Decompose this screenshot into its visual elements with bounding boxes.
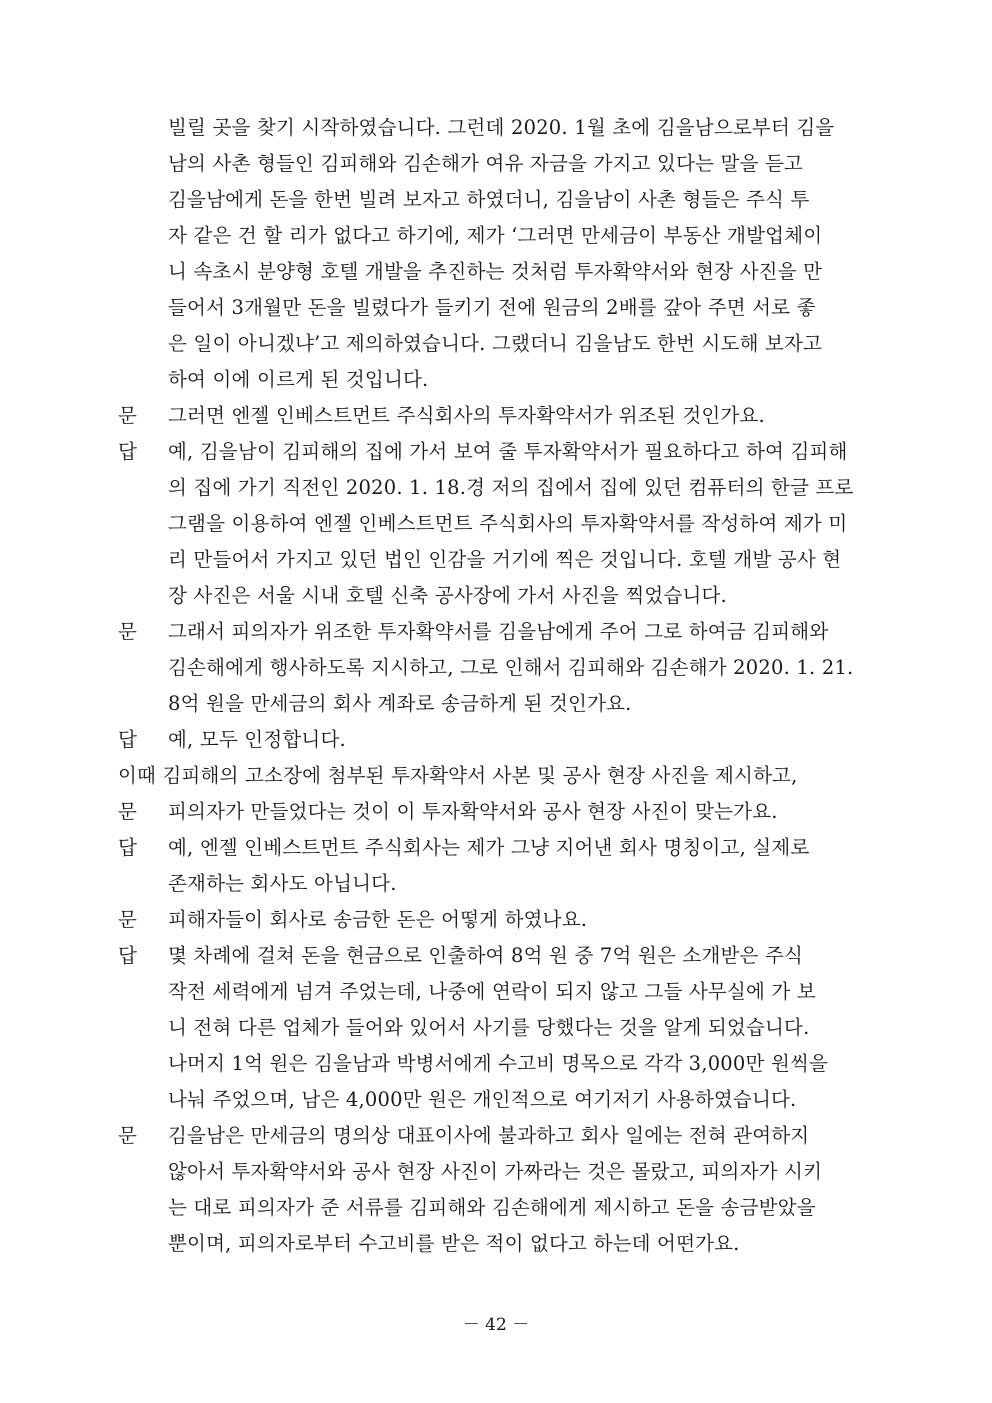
text-line: 작전 세력에게 넘겨 주었는데, 나중에 연락이 되지 않고 그들 사무실에 가 보 bbox=[168, 980, 816, 1003]
text-line: 존재하는 회사도 아닙니다. bbox=[168, 872, 397, 895]
text-line: 니 전혀 다른 업체가 들어와 있어서 사기를 당했다는 것을 알게 되었습니다. bbox=[168, 1016, 810, 1039]
text-line: 예, 김을남이 김피해의 집에 가서 보여 줄 투자확약서가 필요하다고 하여 김피해 bbox=[168, 440, 848, 463]
text-line: 예, 엔젤 인베스트먼트 주식회사는 제가 그냥 지어낸 회사 명칭이고, 실제로 bbox=[168, 836, 810, 859]
text-line: 김을남은 만세금의 명의상 대표이사에 불과하고 회사 일에는 전혀 관여하지 bbox=[168, 1124, 810, 1147]
text-line: 장 사진은 서울 시내 호텔 신축 공사장에 가서 사진을 찍었습니다. bbox=[168, 584, 727, 607]
text-line: 그러면 엔젤 인베스트먼트 주식회사의 투자확약서가 위조된 것인가요. bbox=[168, 404, 765, 427]
text-line: 그래서 피의자가 위조한 투자확약서를 김을남에게 주어 그로 하여금 김피해와 bbox=[168, 620, 829, 643]
question-label: 문 bbox=[118, 800, 138, 823]
text-line: 않아서 투자확약서와 공사 현장 사진이 가짜라는 것은 몰랐고, 피의자가 시키 bbox=[168, 1160, 823, 1183]
text-line: 피해자들이 회사로 송금한 돈은 어떻게 하였나요. bbox=[168, 908, 588, 931]
statement-line: 이때 김피해의 고소장에 첨부된 투자확약서 사본 및 공사 현장 사진을 제시하고, bbox=[118, 764, 798, 787]
question-label: 문 bbox=[118, 404, 138, 427]
answer-label: 답 bbox=[118, 944, 138, 967]
answer-label: 답 bbox=[118, 836, 138, 859]
text-line: 빌릴 곳을 찾기 시작하였습니다. 그런데 2020. 1월 초에 김을남으로부터 김을 bbox=[168, 116, 835, 139]
text-line: 은 일이 아니겠냐’고 제의하였습니다. 그랬더니 김을남도 한번 시도해 보자고 bbox=[168, 332, 823, 355]
page-number: － 42 － bbox=[462, 1315, 530, 1335]
question-label: 문 bbox=[118, 620, 138, 643]
text-line: 나머지 1억 원은 김을남과 박병서에게 수고비 명목으로 각각 3,000만 원씩을 bbox=[168, 1052, 829, 1075]
text-line: 뿐이며, 피의자로부터 수고비를 받은 적이 없다고 하는데 어떤가요. bbox=[168, 1232, 740, 1255]
text-line: 그램을 이용하여 엔젤 인베스트먼트 주식회사의 투자확약서를 작성하여 제가 미 bbox=[168, 512, 848, 535]
text-line: 남의 사촌 형들인 김피해와 김손해가 여유 자금을 가지고 있다는 말을 듣고 bbox=[168, 152, 804, 175]
answer-label: 답 bbox=[118, 440, 138, 463]
text-line: 김손해에게 행사하도록 지시하고, 그로 인해서 김피해와 김손해가 2020. 1. 21. bbox=[168, 656, 854, 679]
answer-label: 답 bbox=[118, 728, 138, 751]
question-label: 문 bbox=[118, 1124, 138, 1147]
text-line: 리 만들어서 가지고 있던 법인 인감을 거기에 찍은 것입니다. 호텔 개발 공사 현 bbox=[168, 548, 842, 571]
text-line: 하여 이에 이르게 된 것입니다. bbox=[168, 368, 429, 391]
text-line: 몇 차례에 걸쳐 돈을 현금으로 인출하여 8억 원 중 7억 원은 소개받은 주식 bbox=[168, 944, 804, 967]
question-label: 문 bbox=[118, 908, 138, 931]
text-line: 니 속초시 분양형 호텔 개발을 추진하는 것처럼 투자확약서와 현장 사진을 만 bbox=[168, 260, 823, 283]
text-line: 의 집에 가기 직전인 2020. 1. 18.경 저의 집에서 집에 있던 컴퓨터의 한글 프로 bbox=[168, 476, 854, 499]
text-line: 는 대로 피의자가 준 서류를 김피해와 김손해에게 제시하고 돈을 송금받았을 bbox=[168, 1196, 816, 1219]
text-line: 들어서 3개월만 돈을 빌렸다가 들키기 전에 원금의 2배를 갚아 주면 서로 좋 bbox=[168, 296, 816, 319]
text-line: 나눠 주었으며, 남은 4,000만 원은 개인적으로 여기저기 사용하였습니다. bbox=[168, 1088, 797, 1111]
text-line: 김을남에게 돈을 한번 빌려 보자고 하였더니, 김을남이 사촌 형들은 주식 투 bbox=[168, 188, 810, 211]
text-line: 피의자가 만들었다는 것이 이 투자확약서와 공사 현장 사진이 맞는가요. bbox=[168, 800, 778, 823]
text-line: 자 같은 건 할 리가 없다고 하기에, 제가 ‘그러면 만세금이 부동산 개발업체이 bbox=[168, 224, 823, 247]
text-line: 예, 모두 인정합니다. bbox=[168, 728, 346, 751]
text-line: 8억 원을 만세금의 회사 계좌로 송금하게 된 것인가요. bbox=[168, 692, 632, 715]
